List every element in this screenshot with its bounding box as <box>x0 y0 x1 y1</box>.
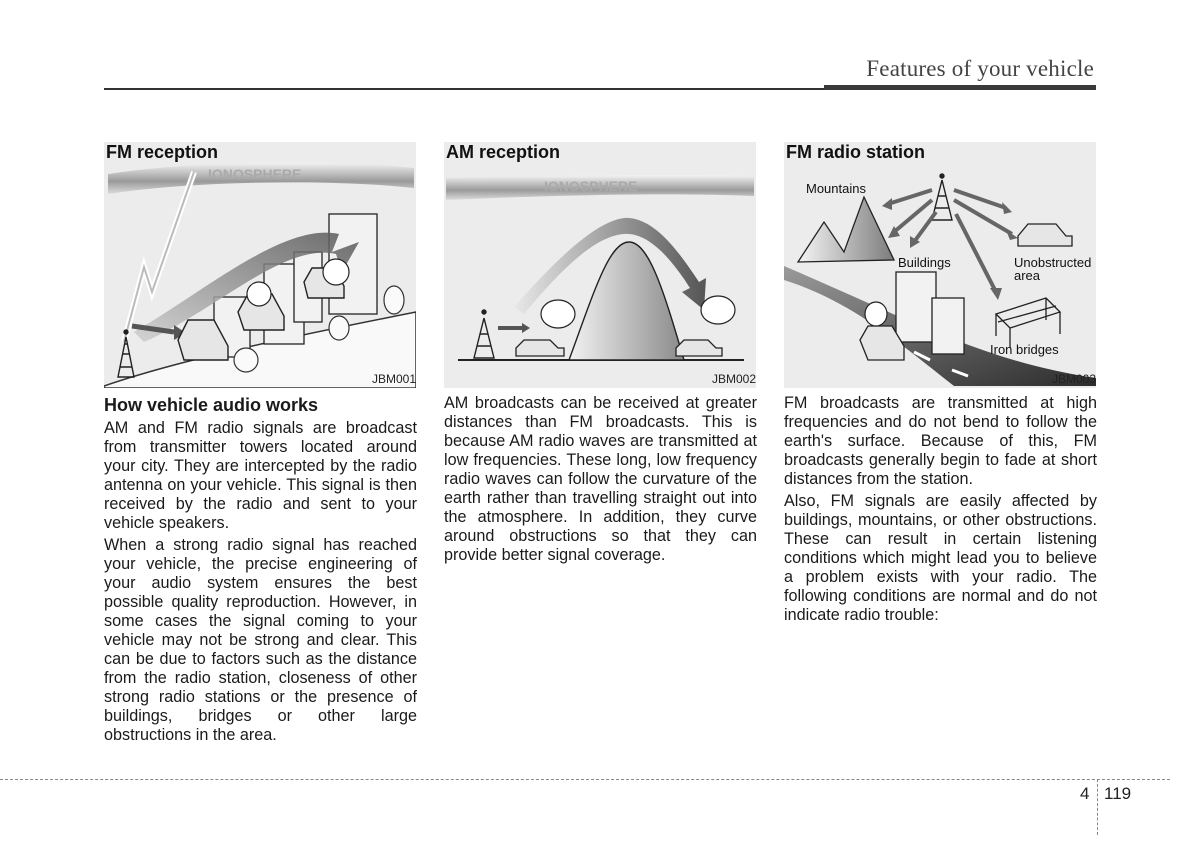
paragraph: When a strong radio signal has reached your vehicle, the precise engineering of your audio system ensures the best possible quality reproduction. However, in some cases the signal coming to your vehicle may not be strong and clear. This can be due to factors such as the distance from the radio station, closeness of other strong radio stations or the presence of buildings, bridges or other large obstructions in the area. <box>104 536 417 744</box>
car <box>516 340 564 356</box>
label-buildings: Buildings <box>898 255 951 270</box>
paragraph: Also, FM signals are easily affected by buildings, mountains, or other obstructions. These can result in certain listening conditions which might lead you to believe a problem exists with your radio. The following conditions are normal and do not indicate radio trouble: <box>784 492 1097 624</box>
page-header-title: Features of your vehicle <box>866 56 1094 81</box>
footer-rule <box>0 779 1170 780</box>
figure-fm-reception <box>104 142 416 388</box>
figure-title: FM reception <box>106 142 219 162</box>
figure-code: JBM001 <box>371 372 416 386</box>
ionosphere-label: IONOSPHERE <box>208 166 302 182</box>
car-unobstructed <box>1018 224 1072 246</box>
page-number: 119 <box>1104 784 1132 803</box>
transmitter-tower <box>474 310 494 358</box>
paragraph: AM broadcasts can be received at greater distances than FM broadcasts. This is because AM radio waves are transmitted at low frequencies. These long, low frequency radio waves can follow the curvature of the earth rather than travelling straight out into the atmosphere. In addition, they curve around obstructions so that they can provide better signal coverage. <box>444 394 757 564</box>
label-iron-bridges: Iron bridges <box>990 342 1059 357</box>
iron-bridge <box>996 298 1060 348</box>
label-area: area <box>1014 268 1041 283</box>
ionosphere-label: IONOSPHERE <box>544 178 638 194</box>
figure-title: FM radio station <box>786 142 925 162</box>
mountain <box>569 242 684 360</box>
column-1 <box>104 394 417 748</box>
column-2 <box>444 394 757 568</box>
label-unobstructed: Unobstructed <box>1014 255 1092 270</box>
paragraph: AM and FM radio signals are broadcast from transmitter towers located around your city. They are intercepted by the radio antenna on your vehicle. This signal is then received by the radio and sent to your vehicle speakers. <box>104 419 417 532</box>
figure-code: JBM003 <box>1051 372 1096 386</box>
column-3 <box>784 394 1097 628</box>
figure-am-reception <box>444 142 756 388</box>
header-rule-accent <box>824 85 1096 90</box>
paragraph: FM broadcasts are transmitted at high frequencies and do not bend to follow the earth's surface. Because of this, FM broadcasts generally begin to fade at short distances from the station. <box>784 394 1097 488</box>
figure-fm-radio-station <box>784 142 1096 388</box>
section-heading: How vehicle audio works <box>104 395 319 415</box>
footer-divider <box>1097 779 1098 835</box>
label-mountains: Mountains <box>806 181 866 196</box>
mountains <box>798 197 894 262</box>
buildings <box>896 272 964 354</box>
figure-title: AM reception <box>446 142 561 162</box>
figure-code: JBM002 <box>711 372 756 386</box>
transmitter-tower <box>118 330 134 377</box>
chapter-number: 4 <box>1080 784 1090 803</box>
